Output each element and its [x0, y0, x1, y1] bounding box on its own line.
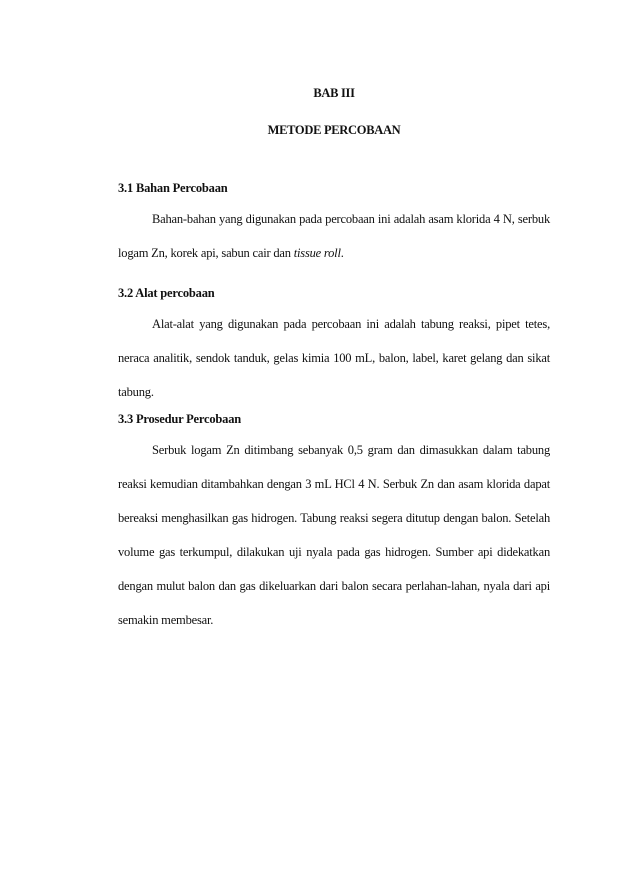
section-paragraph-bahan: [118, 202, 550, 270]
section-paragraph-alat: Alat-alat yang digunakan pada percobaan ini adalah tabung reaksi, pipet tetes, neraca analitik, sendok tanduk, gelas kimia 100 mL, balon, label, karet gelang dan sikat tabung.: [118, 317, 550, 399]
section-paragraph-prosedur: Serbuk logam Zn ditimbang sebanyak 0,5 gram dan dimasukkan dalam tabung reaksi kemudian ditambahkan dengan 3 mL HCl 4 N. Serbuk Zn dan asam klorida dapat bereaksi menghasilkan gas hidrogen. Tabung reaksi segera ditutup dengan balon. Setelah volume gas terkumpul, dilakukan uji nyala pada gas hidrogen. Sumber api didekatkan dengan mulut balon dan gas dikeluarkan dari balon secara perlahan-lahan, nyala dari api semakin membesar.: [118, 443, 550, 627]
section-heading-bahan: 3.1 Bahan Percobaan: [118, 181, 228, 195]
section-heading-alat: 3.2 Alat percobaan: [118, 286, 215, 300]
chapter-number: BAB III: [313, 86, 355, 100]
paragraph-text-end: .: [340, 246, 344, 260]
chapter-title: METODE PERCOBAAN: [267, 123, 401, 137]
paragraph-text: Bahan-bahan yang digunakan pada percobaan ini adalah asam klorida 4 N, serbuk logam Zn, korek api, sabun cair dan: [118, 212, 550, 260]
paragraph-italic-text: tissue roll: [293, 246, 341, 260]
section-heading-prosedur: 3.3 Prosedur Percobaan: [118, 412, 242, 426]
